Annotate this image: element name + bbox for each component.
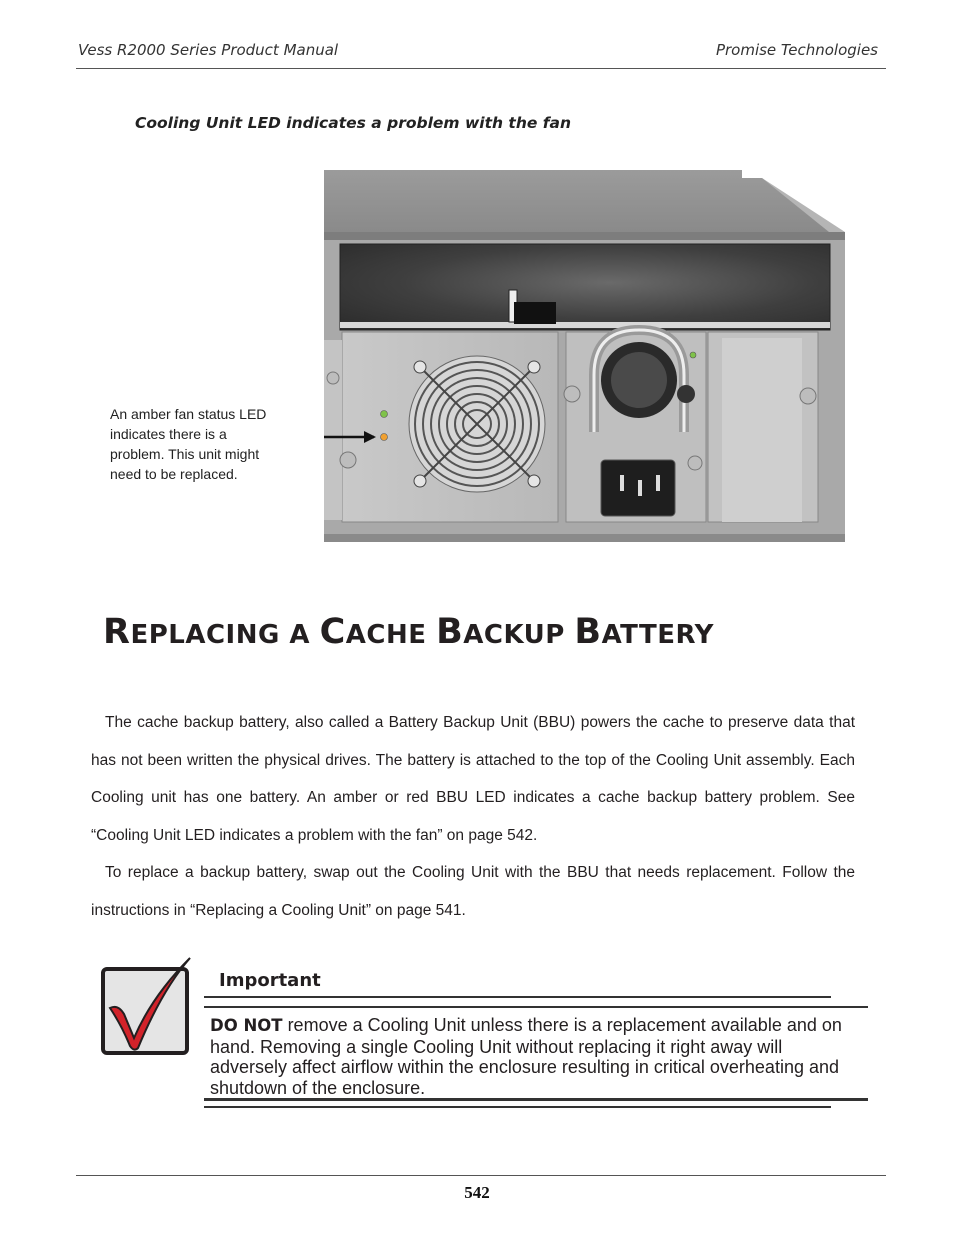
important-title: Important [219,970,321,991]
figure-caption: Cooling Unit LED indicates a problem with the fan [135,114,572,132]
note-rule [204,1006,868,1008]
page-number: 542 [464,1183,490,1202]
checkmark-icon [100,956,192,1056]
header-title: Vess R2000 Series Product Manual [78,41,339,59]
header-rule [76,68,886,69]
note-rule [204,996,831,998]
figure-callout: An amber fan status LED indicates there is a problem. This unit might need to be replaced. [110,406,267,482]
heading-word: BACKUP [436,612,565,652]
note-rule [204,1098,868,1101]
heading-word: A [289,620,311,650]
heading-word: BATTERY [574,612,714,652]
heading-word: REPLACING [103,612,280,652]
cooling-unit-figure [324,170,845,542]
heading-word: CACHE [319,612,427,652]
fan-grille [409,356,545,492]
section-heading [103,612,714,652]
note-rule [204,1106,831,1108]
paragraph-2: To replace a backup battery, swap out the Cooling Unit with the BBU that needs replacement. Follow the instructions in “Replacing a Cooling Unit” on page 541. [91,864,855,919]
header-company: Promise Technologies [715,41,878,59]
paragraph-1: The cache backup battery, also called a Battery Backup Unit (BBU) powers the cache to preserve data that has not been written the physical drives. The battery is attached to the top of the Cooling Unit assembly. Each Cooling unit has one battery. An amber or red BBU LED indicates a cache backup battery problem. See “Cooling Unit LED indicates a problem with the fan” on page 542. [91,714,855,844]
important-text: DO NOT remove a Cooling Unit unless there is a replacement available and on hand. Removing a single Cooling Unit without replacing it right away will adversely affect airflow within the enclosure resulting in critical overheating and shutdown of the enclosure. [210,1015,842,1098]
footer-rule [76,1175,886,1176]
